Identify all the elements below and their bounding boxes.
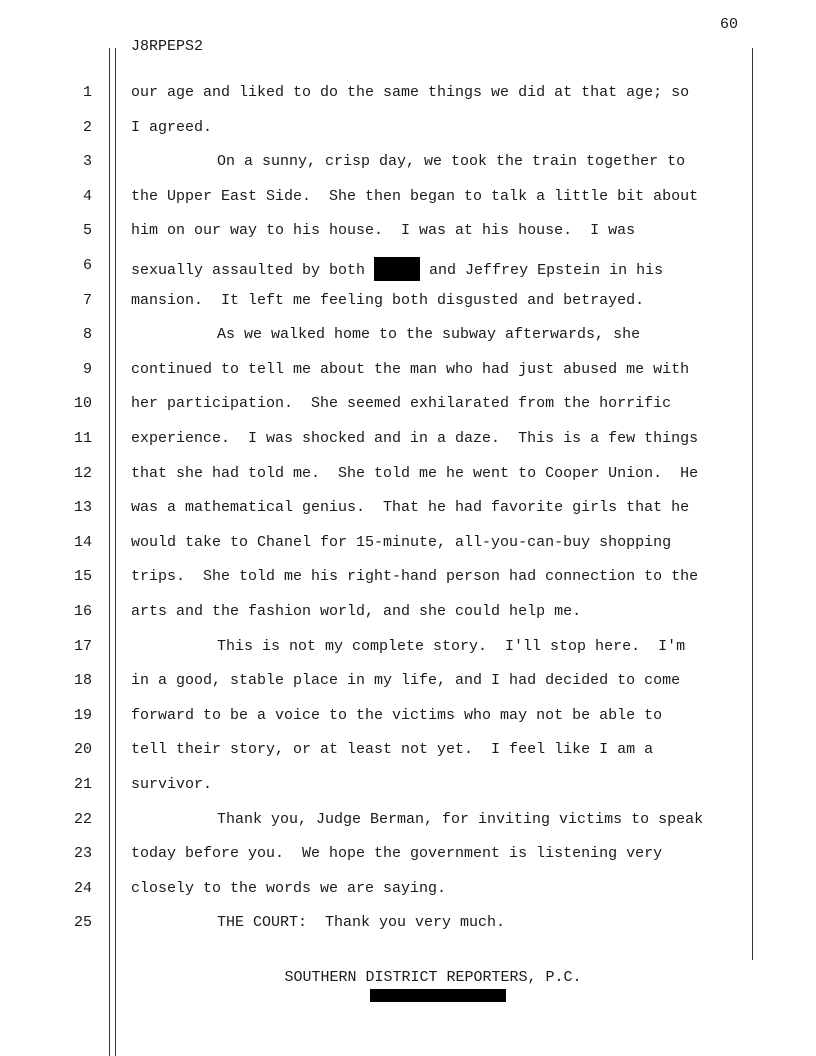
transcript-line — [0, 119, 816, 154]
line-number: 5 — [82, 222, 92, 240]
transcript-line — [0, 741, 816, 776]
transcript-line — [0, 395, 816, 430]
transcript-line — [0, 188, 816, 223]
line-text: tell their story, or at least not yet. I feel like I am a — [131, 741, 654, 759]
footer-reporter-name: SOUTHERN DISTRICT REPORTERS, P.C. — [284, 969, 582, 986]
line-text: closely to the words we are saying. — [131, 879, 447, 897]
line-number: 22 — [73, 810, 92, 828]
footer-redaction-block — [370, 989, 506, 1002]
line-number: 9 — [82, 360, 92, 378]
transcript-line — [0, 430, 816, 465]
transcript-line — [0, 84, 816, 119]
line-text: On a sunny, crisp day, we took the train together to — [217, 153, 686, 171]
line-text: THE COURT: Thank you very much. — [217, 914, 506, 932]
transcript-line — [0, 672, 816, 707]
line-number: 15 — [73, 568, 92, 586]
line-text: Thank you, Judge Berman, for inviting victims to speak — [217, 810, 704, 828]
line-number: 8 — [82, 326, 92, 344]
line-number: 21 — [73, 776, 92, 793]
page-number: 60 — [719, 16, 738, 33]
transcript-line — [0, 292, 816, 327]
transcript-line — [0, 603, 816, 638]
redaction-block — [374, 257, 420, 281]
line-text — [131, 257, 663, 281]
line-number: 11 — [73, 430, 92, 447]
line-text: arts and the fashion world, and she could help me. — [131, 603, 582, 620]
line-number: 18 — [73, 672, 92, 690]
header-code: J8RPEPS2 — [131, 38, 204, 55]
line-number: 4 — [82, 187, 92, 205]
transcript-line — [0, 222, 816, 257]
line-number: 24 — [73, 879, 92, 897]
line-number: 19 — [73, 706, 92, 724]
line-number: 12 — [73, 464, 92, 482]
line-number: 20 — [73, 741, 92, 759]
line-number: 13 — [73, 499, 92, 517]
line-number: 14 — [73, 533, 92, 551]
line-text: would take to Chanel for 15-minute, all-you-can-buy shopping — [131, 533, 672, 551]
line-number: 25 — [73, 914, 92, 932]
transcript-line — [0, 499, 816, 534]
line-number: 7 — [82, 291, 92, 309]
line-text: trips. She told me his right-hand person had connection to the — [131, 568, 699, 586]
transcript-line — [0, 707, 816, 742]
line-text: her participation. She seemed exhilarated from the horrific — [131, 395, 672, 413]
transcript-line — [0, 914, 816, 949]
transcript-line — [0, 153, 816, 188]
line-number: 23 — [73, 845, 92, 863]
transcript-line — [0, 257, 816, 292]
transcript-line — [0, 568, 816, 603]
line-text: continued to tell me about the man who had just abused me with — [131, 360, 690, 378]
line-text: As we walked home to the subway afterwards, she — [217, 326, 641, 344]
line-number: 16 — [73, 603, 92, 620]
line-text: in a good, stable place in my life, and I had decided to come — [131, 672, 681, 690]
transcript-line — [0, 326, 816, 361]
transcript-line — [0, 534, 816, 569]
line-text: today before you. We hope the government is listening very — [131, 845, 663, 863]
line-text: that she had told me. She told me he went to Cooper Union. He — [131, 464, 699, 482]
transcript-line — [0, 845, 816, 880]
line-number: 1 — [82, 84, 92, 101]
transcript-line — [0, 776, 816, 811]
line-text: I agreed. — [131, 118, 213, 136]
line-text: This is not my complete story. I'll stop here. I'm — [217, 637, 686, 655]
line-text: forward to be a voice to the victims who may not be able to — [131, 706, 663, 724]
line-number: 3 — [82, 153, 92, 171]
line-text: was a mathematical genius. That he had favorite girls that he — [131, 499, 690, 517]
line-text: survivor. — [131, 776, 213, 793]
transcript-line — [0, 361, 816, 396]
line-text-after-redaction: and Jeffrey Epstein in his — [420, 262, 664, 279]
transcript-line — [0, 638, 816, 673]
line-number: 6 — [82, 257, 92, 274]
line-text-before-redaction: sexually assaulted by both — [131, 262, 375, 279]
transcript-line — [0, 880, 816, 915]
line-text: our age and liked to do the same things we did at that age; so — [131, 84, 690, 101]
line-text: experience. I was shocked and in a daze. This is a few things — [131, 430, 699, 447]
line-text: the Upper East Side. She then began to talk a little bit about — [131, 187, 699, 205]
line-number: 17 — [73, 637, 92, 655]
line-text: mansion. It left me feeling both disgusted and betrayed. — [131, 291, 645, 309]
line-text: him on our way to his house. I was at his house. I was — [131, 222, 636, 240]
transcript-line — [0, 811, 816, 846]
transcript-line — [0, 465, 816, 500]
line-number: 2 — [82, 118, 92, 136]
line-number: 10 — [73, 395, 92, 413]
